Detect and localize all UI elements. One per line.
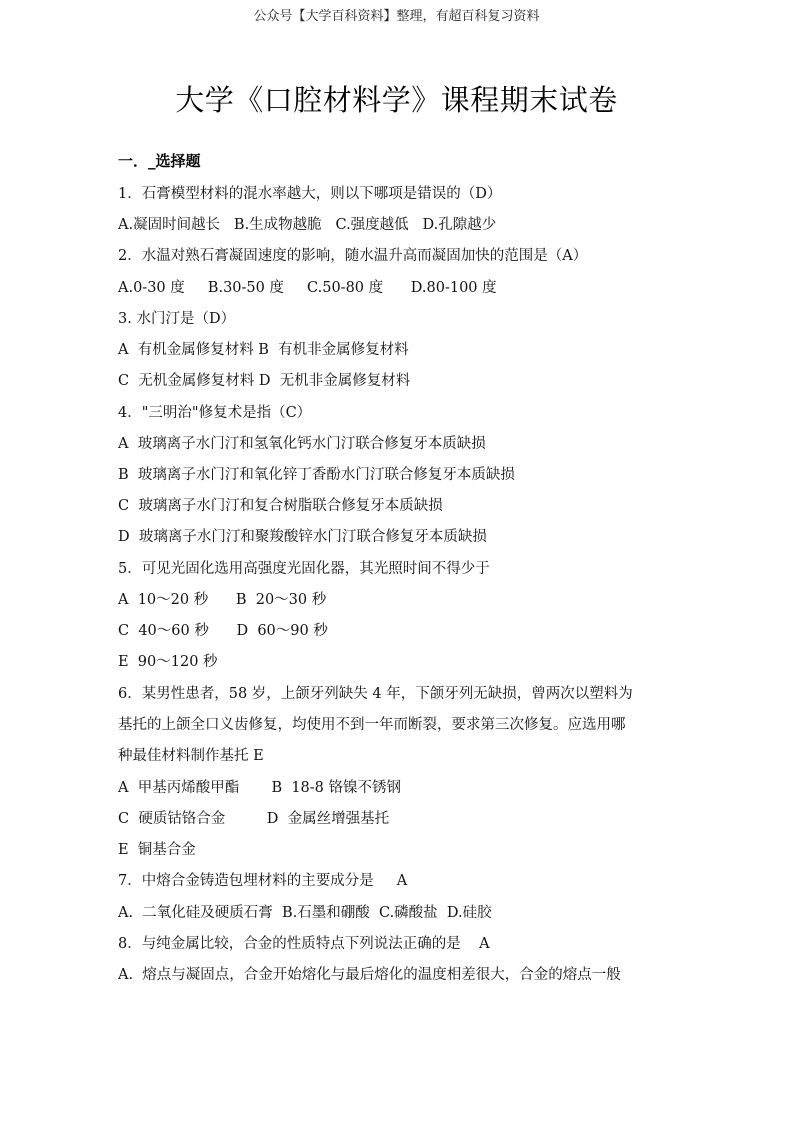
question-6-options-cd: C 硬质钴铬合金 D 金属丝增强基托	[118, 811, 390, 827]
question-7: 7．中熔合金铸造包埋材料的主要成分是 A	[118, 873, 408, 889]
question-7-options: A. 二氧化硅及硬质石膏 B.石墨和硼酸 C.磷酸盐 D.硅胶	[118, 905, 492, 921]
question-6-option-e: E 铜基合金	[118, 842, 196, 858]
question-6-line-2: 基托的上颌全口义齿修复，均使用不到一年而断裂，要求第三次修复。应选用哪	[118, 717, 626, 733]
question-2: 2．水温对熟石膏凝固速度的影响，随水温升高而凝固加快的范围是（A）	[118, 248, 588, 264]
question-6-line-3: 种最佳材料制作基托 E	[118, 748, 264, 764]
question-4-option-d: D 玻璃离子水门汀和聚羧酸锌水门汀联合修复牙本质缺损	[118, 529, 487, 545]
question-6-options-ab: A 甲基丙烯酸甲酯 B 18-8 铬镍不锈钢	[118, 780, 402, 796]
question-4: 4．"三明治"修复术是指（C）	[118, 405, 312, 421]
question-5-options-cd: C 40～60 秒 D 60～90 秒	[118, 623, 328, 639]
question-4-option-c: C 玻璃离子水门汀和复合树脂联合修复牙本质缺损	[118, 498, 443, 514]
section-heading: 一．_选择题	[118, 152, 201, 170]
question-8-option-a: A. 熔点与凝固点，合金开始熔化与最后熔化的温度相差很大，合金的熔点一般	[118, 967, 621, 983]
question-4-option-b: B 玻璃离子水门汀和氧化锌丁香酚水门汀联合修复牙本质缺损	[118, 467, 515, 483]
exam-title: 大学《口腔材料学》课程期末试卷	[175, 83, 618, 117]
question-5-options-ab: A 10～20 秒 B 20～30 秒	[118, 592, 327, 608]
question-3-options-ab: A 有机金属修复材料 B 有机非金属修复材料	[118, 342, 409, 358]
question-3: 3. 水门汀是（D）	[118, 311, 236, 327]
question-3-options-cd: C 无机金属修复材料 D 无机非金属修复材料	[118, 373, 411, 389]
question-5: 5．可见光固化选用高强度光固化器，其光照时间不得少于	[118, 561, 490, 577]
question-1: 1．石膏模型材料的混水率越大，则以下哪项是错误的（D）	[118, 186, 502, 202]
question-2-options: A.0-30 度 B.30-50 度 C.50-80 度 D.80-100 度	[118, 280, 497, 296]
page-header-note: 公众号【大学百科资料】整理，有超百科复习资料	[253, 9, 540, 24]
question-4-option-a: A 玻璃离子水门汀和氢氧化钙水门汀联合修复牙本质缺损	[118, 436, 486, 452]
question-5-option-e: E 90～120 秒	[118, 654, 218, 670]
question-1-options: A.凝固时间越长 B.生成物越脆 C.强度越低 D.孔隙越少	[118, 217, 497, 233]
question-6-line-1: 6．某男性患者，58 岁，上颌牙列缺失 4 年，下颌牙列无缺损，曾两次以塑料为	[118, 686, 633, 702]
question-8: 8．与纯金属比较，合金的性质特点下列说法正确的是 A	[118, 936, 490, 952]
